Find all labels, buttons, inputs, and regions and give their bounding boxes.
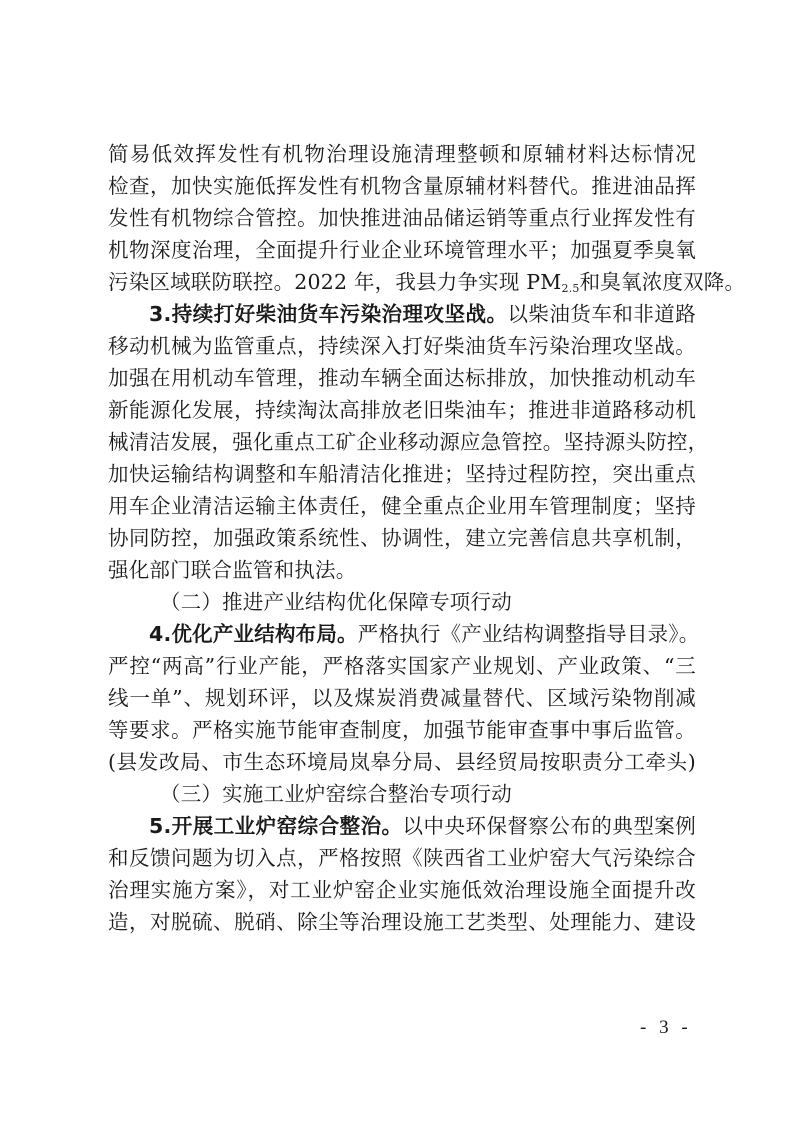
text-line: 协同防控，加强政策系统性、协调性，建立完善信息共享机制， xyxy=(108,526,696,550)
text-line: 治理实施方案》，对工业炉窑企业实施低效治理设施全面提升改 xyxy=(108,878,696,902)
text-segment: 和臭氧浓度双降。 xyxy=(579,270,746,294)
text-line: (县发改局、市生态环境局岚皋分局、县经贸局按职责分工牵头) xyxy=(108,750,696,774)
page-number: - 3 - xyxy=(640,1017,692,1038)
section-heading: （三）实施工业炉窑综合整治专项行动 xyxy=(160,782,512,806)
text-line: 新能源化发展，持续淘汰高排放老旧柴油车；推进非道路移动机 xyxy=(108,398,696,422)
text-segment: 以中央环保督察公布的典型案例 xyxy=(402,814,696,838)
text-segment: 以柴油货车和非道路 xyxy=(507,302,696,326)
text-line: 线一单”、规划环评，以及煤炭消费减量替代、区域污染物削减 xyxy=(108,686,696,710)
subscript: 2.5 xyxy=(561,282,580,295)
text-line: 等要求。严格实施节能审查制度，加强节能审查事中事后监管。 xyxy=(108,718,696,742)
paragraph-heading: 3.持续打好柴油货车污染治理攻坚战。 xyxy=(149,302,508,326)
text-line: 械清洁发展，强化重点工矿企业移动源应急管控。坚持源头防控， xyxy=(108,430,709,454)
text-line: 加快运输结构调整和车船清洁化推进；坚持过程防控，突出重点 xyxy=(108,462,696,486)
document-body xyxy=(108,138,746,938)
text-line xyxy=(108,266,746,298)
text-line: 机物深度治理，全面提升行业企业环境管理水平；加强夏季臭氧 xyxy=(108,238,696,262)
text-segment: 污染区域联防联控。2022 年，我县力争实现 PM xyxy=(108,270,562,294)
paragraph-heading: 4.优化产业结构布局。 xyxy=(149,622,358,646)
paragraph-heading: 5.开展工业炉窑综合整治。 xyxy=(149,814,403,838)
section-heading: （二）推进产业结构优化保障专项行动 xyxy=(160,590,512,614)
paragraph-first-line xyxy=(108,810,696,842)
text-line: 检查，加快实施低挥发性有机物含量原辅材料替代。推进油品挥 xyxy=(108,174,696,198)
text-line: 和反馈问题为切入点，严格按照《陕西省工业炉窑大气污染综合 xyxy=(108,846,696,870)
text-line: 移动机械为监管重点，持续深入打好柴油货车污染治理攻坚战。 xyxy=(108,334,696,358)
text-line: 严控“两高”行业产能，严格落实国家产业规划、产业政策、“三 xyxy=(108,654,696,678)
text-line: 造，对脱硫、脱硝、除尘等治理设施工艺类型、处理能力、建设 xyxy=(108,910,696,934)
text-line: 用车企业清洁运输主体责任，健全重点企业用车管理制度；坚持 xyxy=(108,494,696,518)
text-segment: 严格执行《产业结构调整指导目录》。 xyxy=(357,622,700,646)
text-line: 加强在用机动车管理，推动车辆全面达标排放，加快推动机动车 xyxy=(108,366,696,390)
text-line: 简易低效挥发性有机物治理设施清理整顿和原辅材料达标情况 xyxy=(108,142,696,166)
paragraph-first-line xyxy=(108,618,700,650)
text-line: 强化部门联合监管和执法。 xyxy=(108,558,357,582)
text-line: 发性有机物综合管控。加快推进油品储运销等重点行业挥发性有 xyxy=(108,206,696,230)
paragraph-first-line xyxy=(108,298,696,330)
